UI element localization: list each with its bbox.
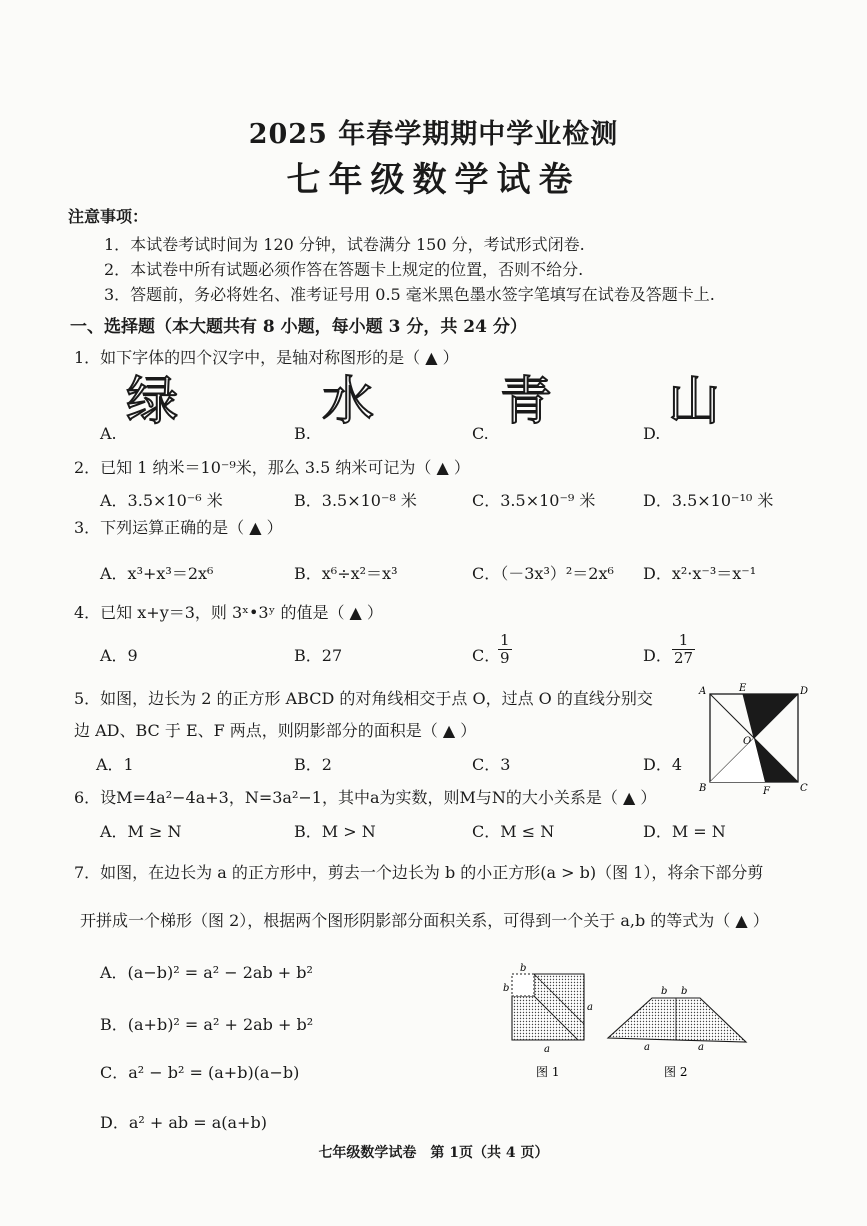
question-7-stem-line2: 开拼成一个梯形（图 2），根据两个图形阴影部分面积关系，可得到一个关于 a,b 的等式为（ ▲ ） xyxy=(80,911,769,930)
fig-label-o: O xyxy=(743,736,752,747)
q1-char-c: 青 xyxy=(500,372,553,432)
q4-option-d: D． xyxy=(643,646,672,665)
exam-title: 2025 年春学期期中学业检测 xyxy=(248,119,619,150)
q4-option-c: C． xyxy=(472,646,501,665)
q7-option-c: C．a² − b² = (a+b)(a−b) xyxy=(100,1063,300,1082)
page-footer: 七年级数学试卷 第 1页（共 4 页） xyxy=(318,1145,549,1161)
fraction-denominator: 9 xyxy=(500,649,510,667)
q2-option-b: B．3.5×10⁻⁸ 米 xyxy=(294,491,417,510)
q1-label-c: C. xyxy=(472,424,489,443)
q2-option-d: D．3.5×10⁻¹⁰ 米 xyxy=(643,491,774,510)
fig-label-e: E xyxy=(739,683,747,694)
fig1-caption: 图 1 xyxy=(536,1065,560,1079)
q4-fraction-d xyxy=(672,632,695,667)
question-5-stem-line2: 边 AD、BC 于 E、F 两点，则阴影部分的面积是（ ▲ ） xyxy=(74,721,477,740)
fraction-denominator: 27 xyxy=(674,649,694,667)
q1-label-b: B. xyxy=(294,424,311,443)
question-1-stem: 1．如下字体的四个汉字中，是轴对称图形的是（ ▲ ） xyxy=(74,348,459,367)
fig1-label-b-top: b xyxy=(520,963,527,974)
q3-option-c: C．（－3x³）²＝2x⁶ xyxy=(472,564,614,583)
question-6-stem: 6．设M=4a²−4a+3，N=3a²−1，其中a为实数，则M与N的大小关系是（ ▲ ） xyxy=(74,788,657,807)
fig1-label-a-right: a xyxy=(587,1002,593,1013)
fig2-label-a2: a xyxy=(698,1042,704,1053)
question-2-stem: 2．已知 1 纳米＝10⁻⁹米，那么 3.5 纳米可记为（ ▲ ） xyxy=(74,458,470,477)
q5-option-b: B．2 xyxy=(294,755,332,774)
q5-option-d: D．4 xyxy=(643,755,683,774)
question-7-stem-line1: 7．如图，在边长为 a 的正方形中，剪去一个边长为 b 的小正方形(a > b)（图 1），将余下部分剪 xyxy=(74,863,764,882)
figure-1 xyxy=(503,963,593,1079)
q4-fraction-c xyxy=(498,632,512,667)
q5-option-c: C．3 xyxy=(472,755,511,774)
q2-option-a: A．3.5×10⁻⁶ 米 xyxy=(100,491,223,510)
fig-label-a: A xyxy=(699,686,707,697)
fig2-label-b2: b xyxy=(681,986,688,997)
q4-option-a: A．9 xyxy=(100,646,138,665)
q3-option-a: A．x³+x³＝2x⁶ xyxy=(100,564,214,583)
fig-label-d: D xyxy=(800,686,809,697)
q1-char-a: 绿 xyxy=(126,372,179,432)
q6-option-a: A．M ≥ N xyxy=(100,822,182,841)
fig2-label-a1: a xyxy=(644,1042,650,1053)
question-4-stem: 4．已知 x+y＝3，则 3ˣ•3ʸ 的值是（ ▲ ） xyxy=(74,603,383,622)
q7-option-d: D．a² + ab = a(a+b) xyxy=(100,1113,267,1132)
q3-option-b: B．x⁶÷x²＝x³ xyxy=(294,564,398,583)
section-title: 一、选择题（本大题共有 8 小题，每小题 3 分，共 24 分） xyxy=(70,317,527,337)
fraction-numerator: 1 xyxy=(500,631,510,649)
fig1-label-b-left: b xyxy=(503,983,510,994)
q1-char-b: 水 xyxy=(322,372,375,432)
fig-label-c: C xyxy=(800,783,808,794)
exam-subtitle: 七年级数学试卷 xyxy=(286,160,581,200)
q1-char-d: 山 xyxy=(668,372,721,432)
fraction-numerator: 1 xyxy=(672,632,695,650)
fig-label-b: B xyxy=(699,783,707,794)
q4-option-b: B．27 xyxy=(294,646,343,665)
q7-option-a: A．(a−b)² = a² − 2ab + b² xyxy=(100,963,313,982)
note-item-3: 3．答题前，务必将姓名、准考证号用 0.5 毫米黑色墨水签字笔填写在试卷及答题卡上. xyxy=(104,285,715,304)
fig1-label-a-bottom: a xyxy=(544,1044,550,1055)
question-5-stem-line1: 5．如图，边长为 2 的正方形 ABCD 的对角线相交于点 O，过点 O 的直线分别交 xyxy=(74,689,653,708)
notes-heading: 注意事项： xyxy=(68,207,149,226)
note-item-2: 2．本试卷中所有试题必须作答在答题卡上规定的位置，否则不给分. xyxy=(104,260,584,279)
note-item-1: 1．本试卷考试时间为 120 分钟，试卷满分 150 分，考试形式闭卷. xyxy=(104,235,585,254)
q6-option-c: C．M ≤ N xyxy=(472,822,555,841)
q3-option-d: D．x²·x⁻³＝x⁻¹ xyxy=(643,564,757,583)
fig2-label-b1: b xyxy=(661,986,668,997)
q1-label-d: D. xyxy=(643,424,661,443)
fig-label-f: F xyxy=(763,786,770,797)
q5-option-a: A．1 xyxy=(96,755,134,774)
q2-option-c: C．3.5×10⁻⁹ 米 xyxy=(472,491,596,510)
fig2-caption: 图 2 xyxy=(664,1065,688,1079)
q7-figures xyxy=(498,960,756,1086)
figure-2 xyxy=(608,986,746,1079)
q1-label-a: A. xyxy=(100,424,117,443)
q6-option-b: B．M > N xyxy=(294,822,376,841)
question-3-stem: 3．下列运算正确的是（ ▲ ） xyxy=(74,518,283,537)
q6-option-d: D．M = N xyxy=(643,822,726,841)
q7-option-b: B．(a+b)² = a² + 2ab + b² xyxy=(100,1015,314,1034)
q5-square-figure xyxy=(696,680,814,800)
